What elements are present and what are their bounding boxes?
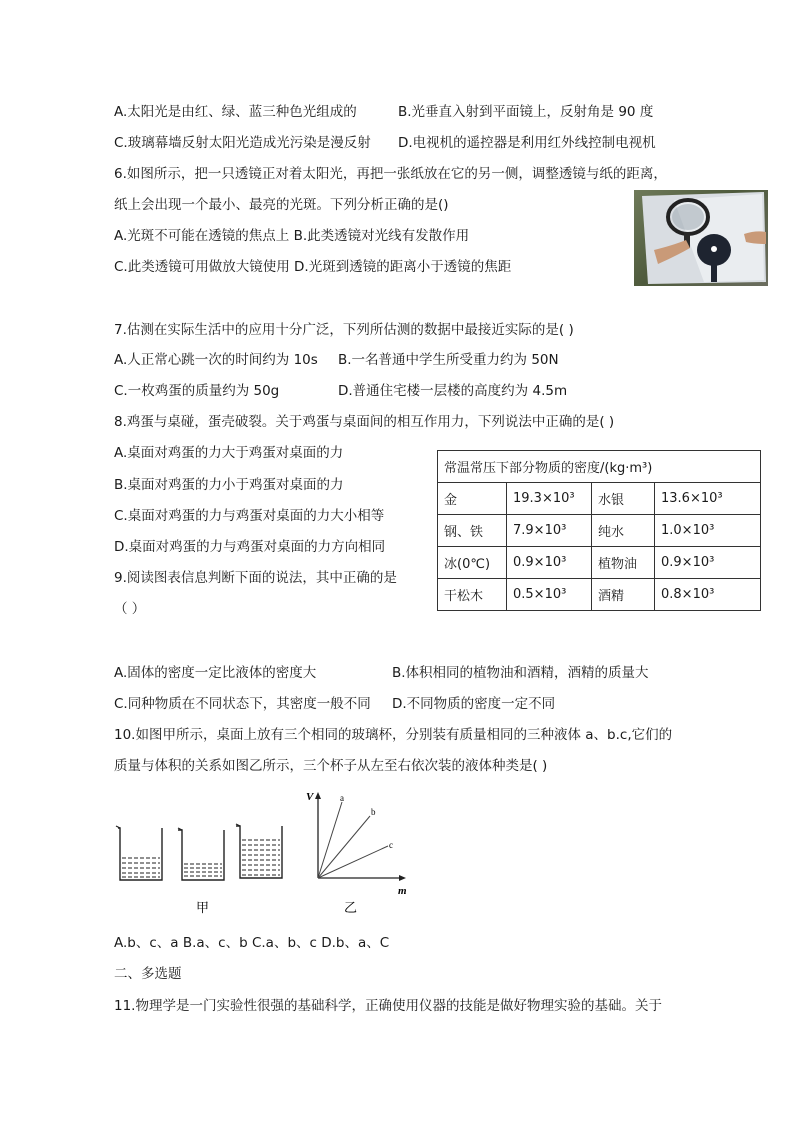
table-cell: 植物油 <box>592 547 655 579</box>
q7-option-d: D.普通住宅楼一层楼的高度约为 4.5m <box>338 383 568 399</box>
table-cell: 7.9×10³ <box>507 515 592 547</box>
q10-figure <box>110 788 420 918</box>
table-cell: 水银 <box>592 483 655 515</box>
table-row <box>438 483 761 515</box>
q8-stem: 8.鸡蛋与桌碰，蛋壳破裂。关于鸡蛋与桌面间的相互作用力，下列说法中正确的是( ) <box>114 414 615 430</box>
table-cell: 干松木 <box>438 579 507 611</box>
q8-option-d: D.桌面对鸡蛋的力与鸡蛋对桌面的力方向相同 <box>114 539 386 555</box>
q7-option-c: C.一枚鸡蛋的质量约为 50g <box>114 383 280 399</box>
section-title-multiple-choice: 二、多选题 <box>114 966 182 982</box>
figure-yi-label: 乙 <box>344 901 358 916</box>
q7-option-a: A.人正常心跳一次的时间约为 10s <box>114 352 318 368</box>
lens-sunlight-photo <box>634 190 768 286</box>
q9-option-c: C.同种物质在不同状态下，其密度一般不同 <box>114 696 371 712</box>
line-a-label: a <box>340 793 344 803</box>
axis-v-label: V <box>306 791 314 803</box>
axis-m-label: m <box>398 885 407 897</box>
q9-stem-line1: 9.阅读图表信息判断下面的说法，其中正确的是 <box>114 570 397 586</box>
q8-option-c: C.桌面对鸡蛋的力与鸡蛋对桌面的力大小相等 <box>114 508 385 524</box>
table-cell: 0.9×10³ <box>655 547 761 579</box>
table-cell: 酒精 <box>592 579 655 611</box>
table-row <box>438 515 761 547</box>
table-cell: 纯水 <box>592 515 655 547</box>
q6-options-ab: A.光斑不可能在透镜的焦点上 B.此类透镜对光线有发散作用 <box>114 228 470 244</box>
q5-option-b: B.光垂直入射到平面镜上，反射角是 90 度 <box>398 104 654 120</box>
density-table <box>437 450 761 611</box>
q11-stem-line1: 11.物理学是一门实验性很强的基础科学，正确使用仪器的技能是做好物理实验的基础。关于 <box>114 998 662 1014</box>
table-cell: 0.5×10³ <box>507 579 592 611</box>
beaker-left <box>116 826 162 880</box>
beaker-middle <box>178 828 224 880</box>
table-cell: 13.6×10³ <box>655 483 761 515</box>
q5-option-d: D.电视机的遥控器是利用红外线控制电视机 <box>398 135 656 151</box>
table-cell: 1.0×10³ <box>655 515 761 547</box>
table-cell: 19.3×10³ <box>507 483 592 515</box>
q5-option-c: C.玻璃幕墙反射太阳光造成光污染是漫反射 <box>114 135 371 151</box>
table-cell: 冰(0℃) <box>438 547 507 579</box>
q9-option-a: A.固体的密度一定比液体的密度大 <box>114 665 317 681</box>
q8-option-b: B.桌面对鸡蛋的力小于鸡蛋对桌面的力 <box>114 477 344 493</box>
q5-option-a: A.太阳光是由红、绿、蓝三种色光组成的 <box>114 104 357 120</box>
figure-jia-label: 甲 <box>196 901 210 916</box>
beaker-right <box>236 824 282 878</box>
line-c-label: c <box>389 840 393 850</box>
q9-stem-line2: （ ） <box>114 601 146 617</box>
table-row <box>438 579 761 611</box>
q9-option-b: B.体积相同的植物油和酒精，酒精的质量大 <box>392 665 649 681</box>
table-cell: 钢、铁 <box>438 515 507 547</box>
q7-stem: 7.估测在实际生活中的应用十分广泛，下列所估测的数据中最接近实际的是( ) <box>114 322 574 338</box>
q10-stem-line2: 质量与体积的关系如图乙所示，三个杯子从左至右依次装的液体种类是( ) <box>114 758 548 774</box>
q6-stem-line2: 纸上会出现一个最小、最亮的光斑。下列分析正确的是() <box>114 197 449 213</box>
q8-option-a: A.桌面对鸡蛋的力大于鸡蛋对桌面的力 <box>114 445 344 461</box>
line-b-label: b <box>371 807 376 817</box>
table-row <box>438 547 761 579</box>
table-cell: 0.8×10³ <box>655 579 761 611</box>
q6-stem-line1: 6.如图所示，把一只透镜正对着太阳光，再把一张纸放在它的另一侧，调整透镜与纸的距离， <box>114 166 667 182</box>
mass-volume-graph <box>306 791 407 897</box>
q6-options-cd: C.此类透镜可用做放大镜使用 D.光斑到透镜的距离小于透镜的焦距 <box>114 259 512 275</box>
q10-options: A.b、c、a B.a、c、b C.a、b、c D.b、a、C <box>114 935 390 951</box>
table-cell: 0.9×10³ <box>507 547 592 579</box>
table-cell: 金 <box>438 483 507 515</box>
q10-stem-line1: 10.如图甲所示，桌面上放有三个相同的玻璃杯，分别装有质量相同的三种液体 a、b.c,它们的 <box>114 727 673 743</box>
q9-option-d: D.不同物质的密度一定不同 <box>392 696 556 712</box>
lens-photo-illustration <box>634 190 768 286</box>
density-table-title: 常温常压下部分物质的密度/(kg·m³) <box>438 451 761 483</box>
q7-option-b: B.一名普通中学生所受重力约为 50N <box>338 352 559 368</box>
